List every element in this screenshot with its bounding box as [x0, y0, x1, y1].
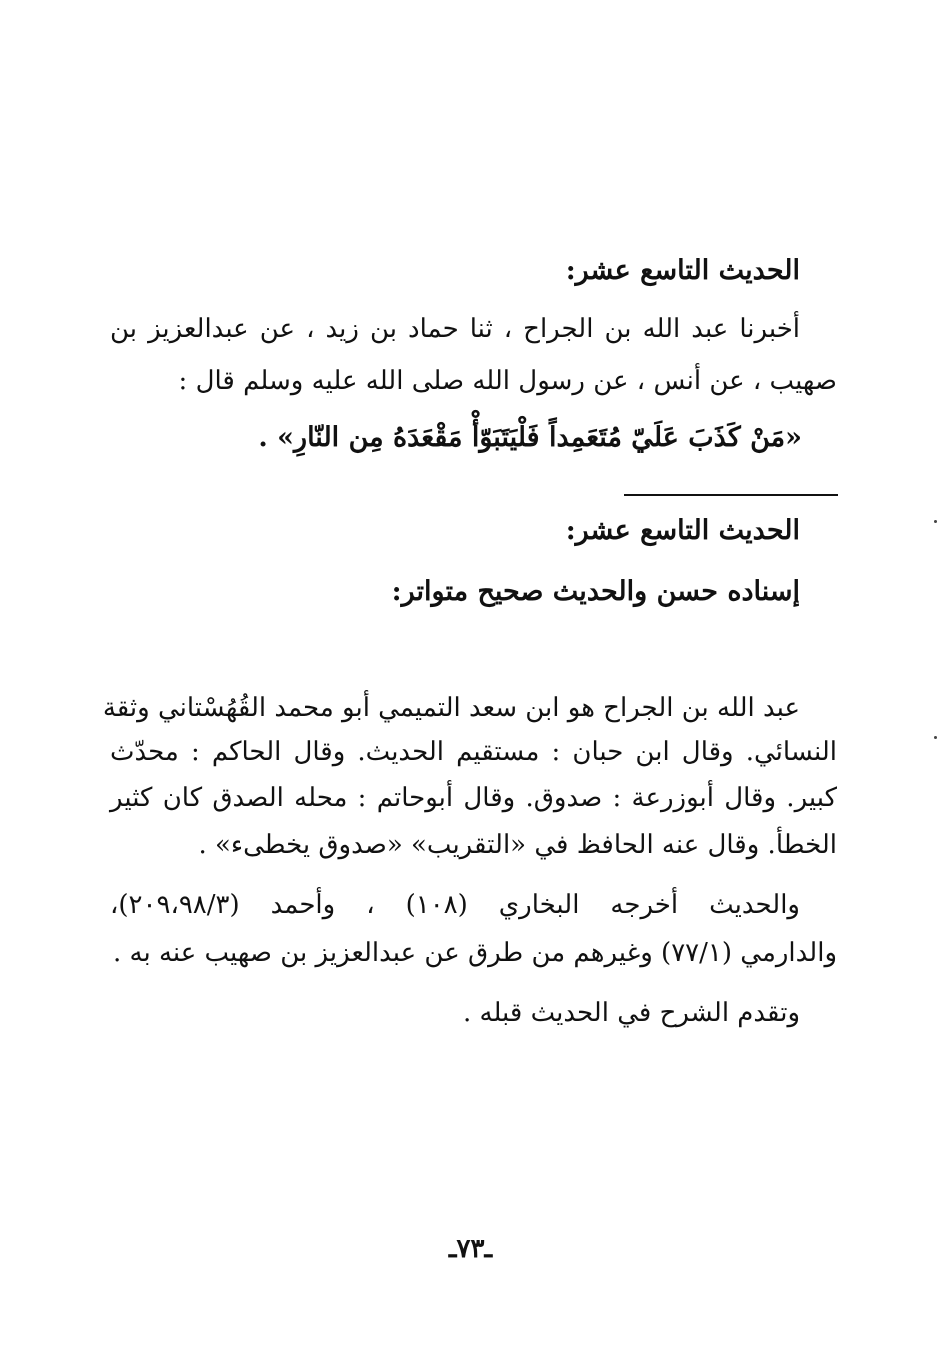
scan-speck — [934, 520, 937, 523]
commentary-line: كبير. وقال أبوزرعة : صدوق. وقال أبوحاتم : محله الصدق كان كثير — [110, 783, 837, 813]
commentary-line: والدارمي (٧٧/١) وغيرهم من طرق عن عبدالعزيز بن صهيب عنه به . — [112, 938, 837, 968]
hadith-matn: «مَنْ كَذَبَ عَلَيّ مُتَعَمِداً فَلْيَتَبَوّأْ مَقْعَدَهُ مِن النّارِ» . — [258, 422, 802, 453]
section2-heading: الحديث التاسع عشر: — [565, 515, 800, 546]
hadith-text-line: صهيب ، عن أنس ، عن رسول الله صلى الله عليه وسلم قال : — [178, 366, 837, 396]
page-number: ـ٧٣ـ — [448, 1234, 493, 1264]
commentary-line: وتقدم الشرح في الحديث قبله . — [462, 998, 800, 1028]
isnad-verdict: إسناده حسن والحديث صحيح متواتر: — [391, 576, 800, 607]
section-divider — [624, 494, 838, 496]
commentary-line: عبد الله بن الجراح هو ابن سعد التميمي أبو محمد القُهُسْتاني وثقة — [102, 693, 800, 723]
scan-speck — [934, 736, 937, 739]
section1-heading: الحديث التاسع عشر: — [565, 255, 800, 286]
commentary-line: الخطأ. وقال عنه الحافظ في «التقريب» «صدوق يخطىء» . — [198, 830, 837, 860]
commentary-line: والحديث أخرجه البخاري (١٠٨) ، وأحمد (٢٠٩،٩٨/٣)، — [110, 890, 800, 920]
hadith-text-line: أخبرنا عبد الله بن الجراح ، ثنا حماد بن زيد ، عن عبدالعزيز بن — [110, 314, 800, 344]
commentary-line: النسائي. وقال ابن حبان : مستقيم الحديث. وقال الحاكم : محدّث — [110, 737, 837, 767]
